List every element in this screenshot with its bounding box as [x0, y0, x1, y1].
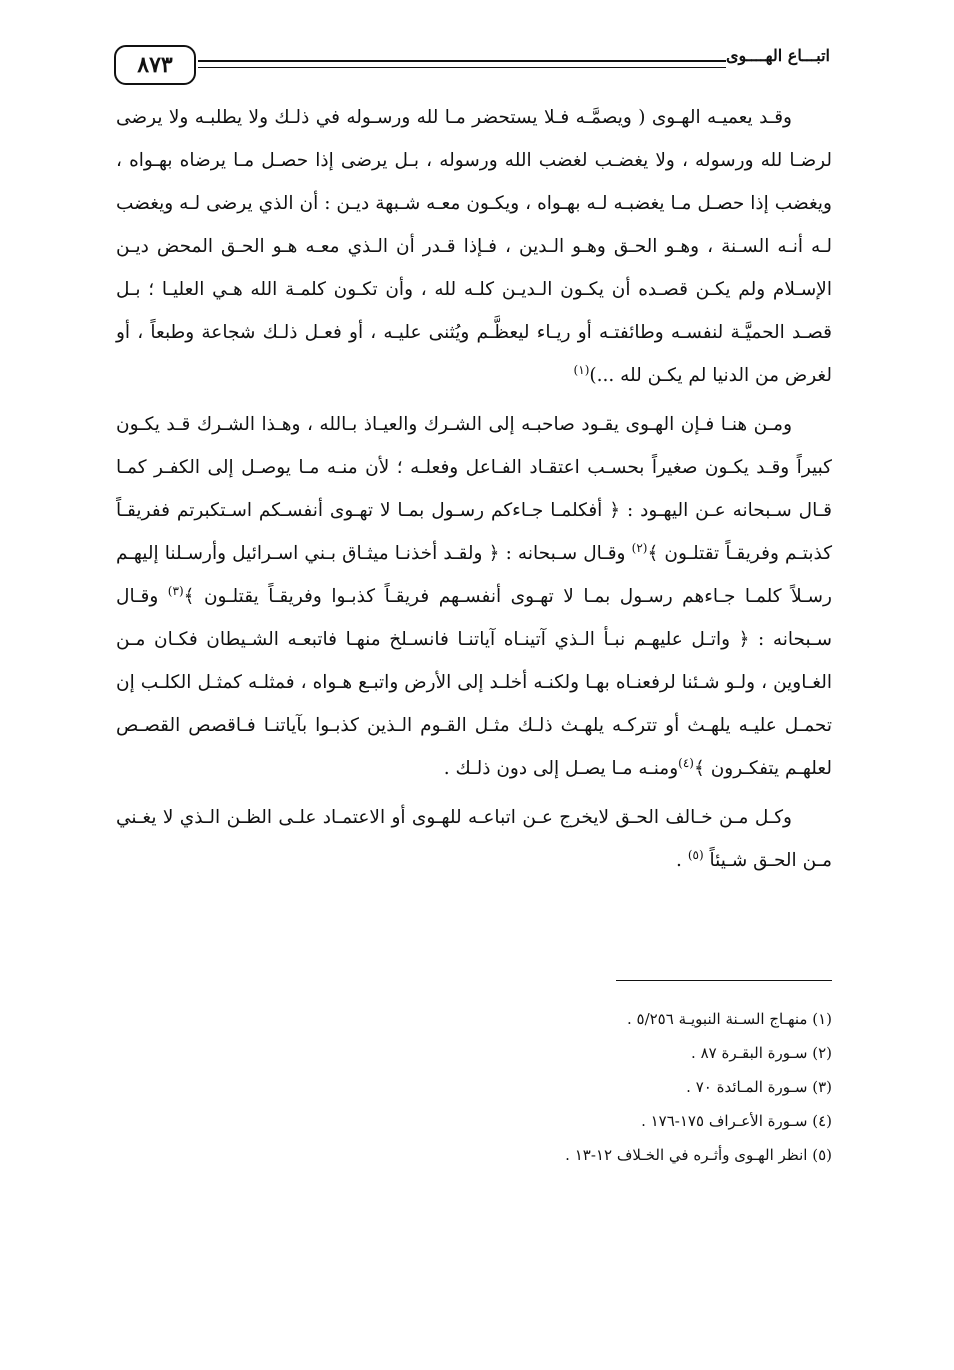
quran-verse-baqara: ﴿ أفكلمـا جـاءكم رسـول بمـا لا تهـوى أنفسـكم اسـتكبرتم ففريقـاً كذبتـم وفريقـاً تقتلـون ﴾ [116, 500, 832, 564]
page-number: ٨٧٣ [114, 45, 196, 85]
quran-verse-maida: ﴿ ولقـد أخذنـا ميثـاق بـني اسـرائيل وأرسـلنا إليهـم رسـلاً كلمـا جـاءهم رسـول بمـا لا تهـوى أنفسـهم فريقـاً كذبـوا وفريقـاً يقتلـون ﴾ [116, 543, 832, 607]
running-title: اتبـــاع الهــــوى [725, 46, 830, 65]
footnote-5: (٥) انظر الهـوى وأثـره في الخـلاف ١٢-١٣ . [565, 1146, 832, 1164]
footnote-4: (٤) سـورة الأعـراف ١٧٥-١٧٦ . [641, 1112, 832, 1130]
footnote-ref-4: (٤) [678, 755, 694, 770]
main-text [116, 96, 832, 888]
paragraph-3-end: . [676, 850, 682, 871]
footnote-1: (١) منهـاج السـنة النبويـة ٥/٢٥٦ . [626, 1010, 832, 1028]
footnote-ref-2: (٢) [631, 540, 648, 555]
footnote-ref-1: (١) [573, 362, 590, 377]
header-rule [198, 60, 726, 68]
footnote-separator [616, 980, 832, 981]
paragraph-2-text-a: ومـن هنـا فـإن الهـوى يقـود صاحبـه إلى الشـرك والعيـاذ بـالله ، وهـذا الشـرك قـد يكـون كبيراً وقـد يكـون صغيراً بحسـب اعتقـاد الفـاعل وفعلـه ؛ لأن منـه مـا يوصـل إلى الكفـر كمـا قـال سـبحانه عـن اليهـود : [116, 414, 832, 521]
footnote-2: (٢) سـورة البقـرة ٨٧ . [691, 1044, 832, 1062]
footnote-ref-3: (٣) [167, 583, 184, 598]
paragraph-2 [116, 403, 832, 790]
paragraph-3-text: وكـل مـن خـالف الحـق لايخرج عـن اتباعـه للهـوى أو الاعتمـاد علـى الظـن الـذي لا يغـني مـن الحـق شـيئاً [116, 807, 832, 871]
paragraph-1-text: وقـد يعميـه الهـوى ( ويصمَّـه فـلا يستحضر مـا لله ورسـوله في ذلـك ولا يطلبـه ولا يرضى لرضـا لله ورسوله ، ولا يغضـب لغضب الله ورسوله ، بـل يرضى إذا حصـل مـا يرضاه بهـواه ، ويغضب إذا حصـل مـا يغضبـه لـه بهـواه ، ويكـون معـه شـبهة ديـن : أن الذي يرضى لـه ويغضب لـه أنـه السـنة ، وهـو الحـق وهـو الـدين ، فـإذا قـدر أن الـذي معـه هـو الحـق المحض ديـن الإسـلام ولم يكـن قصـده أن يكـون الـديـن كلـه لله ، وأن تكـون كلمـة الله هـي العليـا ؛ بـل قصـد الحميَّـة لنفسـه وطائفتـه أو ريـاء ليعظَّـم ويُثنى عليـه ، أو فعـل ذلـك شجاعة وطبعاً ، أو لغرض من الدنيا لم يكـن لله ...) [116, 107, 832, 386]
page-header [112, 40, 834, 96]
paragraph-2-text-d: ومنـه مـا يصـل إلى دون ذلـك . [443, 758, 679, 779]
quran-verse-araf: ﴿ واتـل عليهـم نبـأ الـذي آتينـاه آياتنـا فانسـلخ منهـا فاتبعـه الشـيطان فكـان مـن الغـاوين ، ولـو شـئنا لرفعنـاه بهـا ولكنـه أخلـد إلى الأرض واتبـع هـواه ، فمثلـه كمثـل الكلـب إن تحمـل عليـه يلهـث أو تتركـه يلهـث ذلـك مثـل القـوم الـذين كذبـوا بآياتنـا فـاقصص القصـص لعلهـم يتفكـرون ﴾ [116, 629, 832, 779]
paragraph-2-text-c: وقـال سـبحانه : [116, 586, 833, 650]
paragraph-3 [116, 796, 832, 882]
footnote-ref-5: (٥) [687, 847, 704, 862]
footnotes [116, 1002, 832, 1172]
footnote-3: (٣) سـورة المـائدة ٧٠ . [686, 1078, 832, 1096]
paragraph-2-text-b: وقـال سـبحانه : [505, 543, 626, 564]
paragraph-1 [116, 96, 832, 397]
